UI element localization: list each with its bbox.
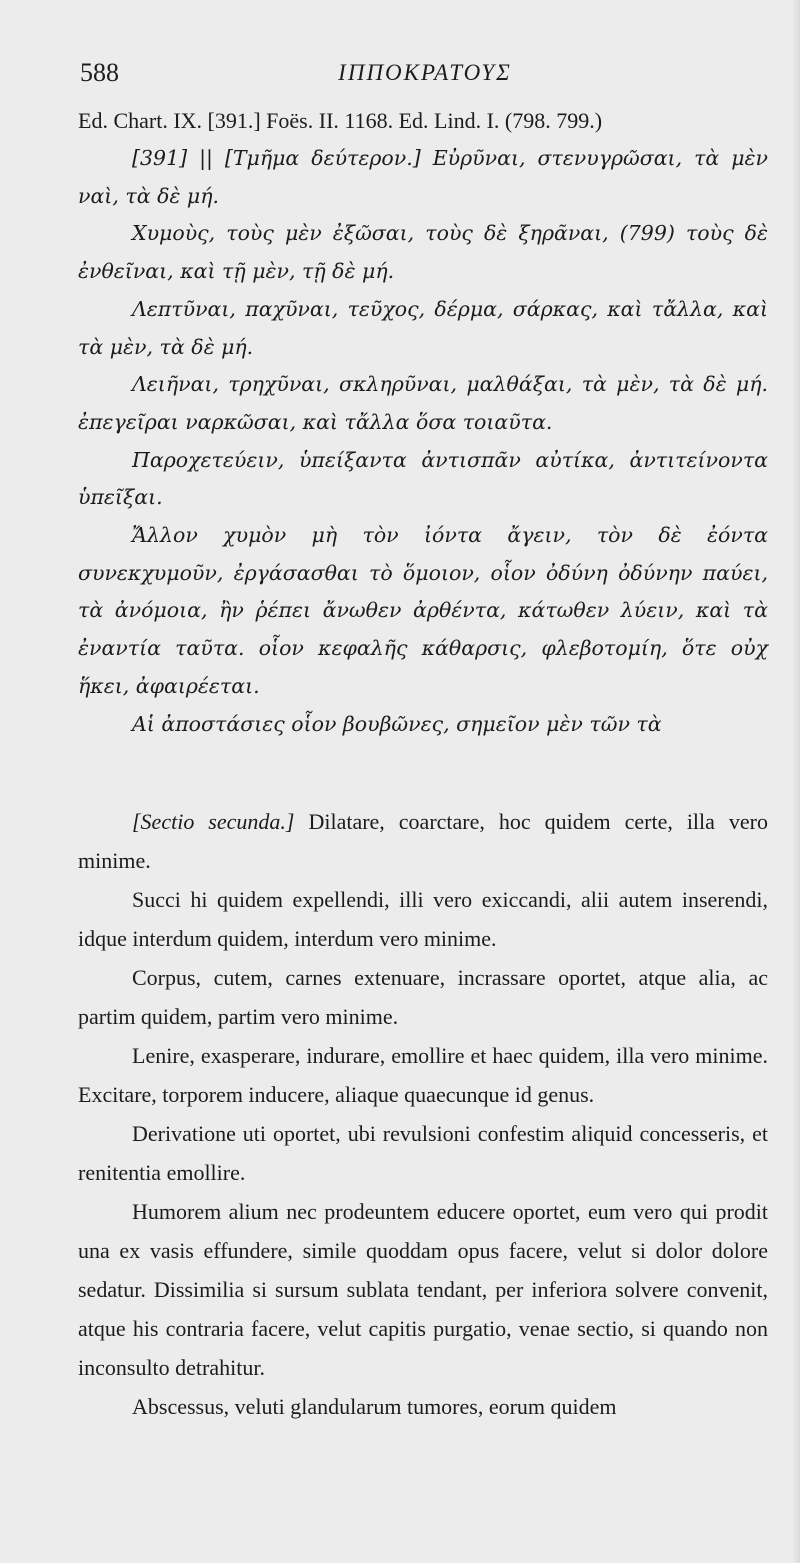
latin-paragraph: Abscessus, veluti glandularum tumores, eorum quidem: [132, 1394, 617, 1419]
greek-paragraph: [391] || [Τμῆμα δεύτερον.] Εὐρῦναι, στενυγρῶσαι, τὰ μὲν ναὶ, τὰ δὲ μή.: [78, 146, 768, 208]
greek-paragraph: Χυμοὺς, τοὺς μὲν ἐξῶσαι, τοὺς δὲ ξηρᾶναι, (799) τοὺς δὲ ἐνθεῖναι, καὶ τῇ μὲν, τῇ δὲ μή.: [78, 221, 768, 284]
greek-text-block: [78, 140, 768, 743]
greek-paragraph: Ἄλλον χυμὸν μὴ τὸν ἰόντα ἄγειν, τὸν δὲ ἐόντα συνεκχυμοῦν, ἐργάσασθαι τὸ ὅμοιον, οἷον ὀδύνη ὀδύνην παύει, τὰ ἀνόμοια, ἢν ῥέπει ἄνωθεν ἀρθέντα, κάτωθεν λύειν, καὶ τὰ ἐναντία ταῦτα. οἷον κεφαλῆς κάθαρσις, φλεβοτομίη, ὅτε οὐχ ἥκει, ἀφαιρέεται.: [78, 523, 768, 698]
page-edge-shadow: [792, 0, 800, 1563]
latin-paragraph: Succi hi quidem expellendi, illi vero exiccandi, alii autem inserendi, idque interdum quidem, interdum vero minime.: [78, 887, 768, 951]
running-title: ΙΠΠΟΚΡΑΤΟΥΣ: [338, 60, 512, 85]
running-head: [80, 58, 770, 98]
greek-paragraph: Λεπτῦναι, παχῦναι, τεῦχος, δέρμα, σάρκας, καὶ τἄλλα, καὶ τὰ μὲν, τὰ δὲ μή.: [78, 296, 768, 359]
latin-paragraph: Lenire, exasperare, indurare, emollire et haec quidem, illa vero minime. Excitare, torporem inducere, aliaque quaecunque id genus.: [78, 1043, 768, 1107]
section-label: [Sectio secunda.]: [132, 809, 295, 834]
latin-paragraph-text: Dilatare, coarctare, hoc quidem certe, illa vero minime.: [78, 809, 768, 873]
latin-paragraph: Corpus, cutem, carnes extenuare, incrassare oportet, atque alia, ac partim quidem, partim vero minime.: [78, 965, 768, 1029]
latin-paragraph: Derivatione uti oportet, ubi revulsioni confestim aliquid concesseris, et renitentia emollire.: [78, 1121, 768, 1185]
greek-paragraph: Παροχετεύειν, ὑπείξαντα ἀντισπᾶν αὐτίκα, ἀντιτείνοντα ὑπεῖξαι.: [78, 447, 768, 510]
greek-paragraph: Λειῆναι, τρηχῦναι, σκληρῦναι, μαλθάξαι, τὰ μὲν, τὰ δὲ μή. ἐπεγεῖραι ναρκῶσαι, καὶ τἄλλα ὅσα τοιαῦτα.: [78, 372, 768, 434]
latin-paragraph: [78, 802, 768, 880]
latin-paragraph: Humorem alium nec prodeuntem educere oportet, eum vero qui prodit una ex vasis effundere, simile quoddam opus facere, velut si dolor dolore sedatur. Dissimilia si sursum sublata tendant, per inferiora solvere convenit, atque his contraria facere, velut capitis purgatio, venae sectio, si quando non inconsulto detrahitur.: [78, 1199, 768, 1380]
page-number: 588: [80, 58, 119, 87]
greek-paragraph: Αἱ ἀποστάσιες οἷον βουβῶνες, σημεῖον μὲν τῶν τὰ: [132, 711, 662, 736]
latin-text-block: [78, 802, 768, 1426]
edition-reference-line: Ed. Chart. IX. [391.] Foës. II. 1168. Ed. Lind. I. (798. 799.): [78, 108, 603, 133]
